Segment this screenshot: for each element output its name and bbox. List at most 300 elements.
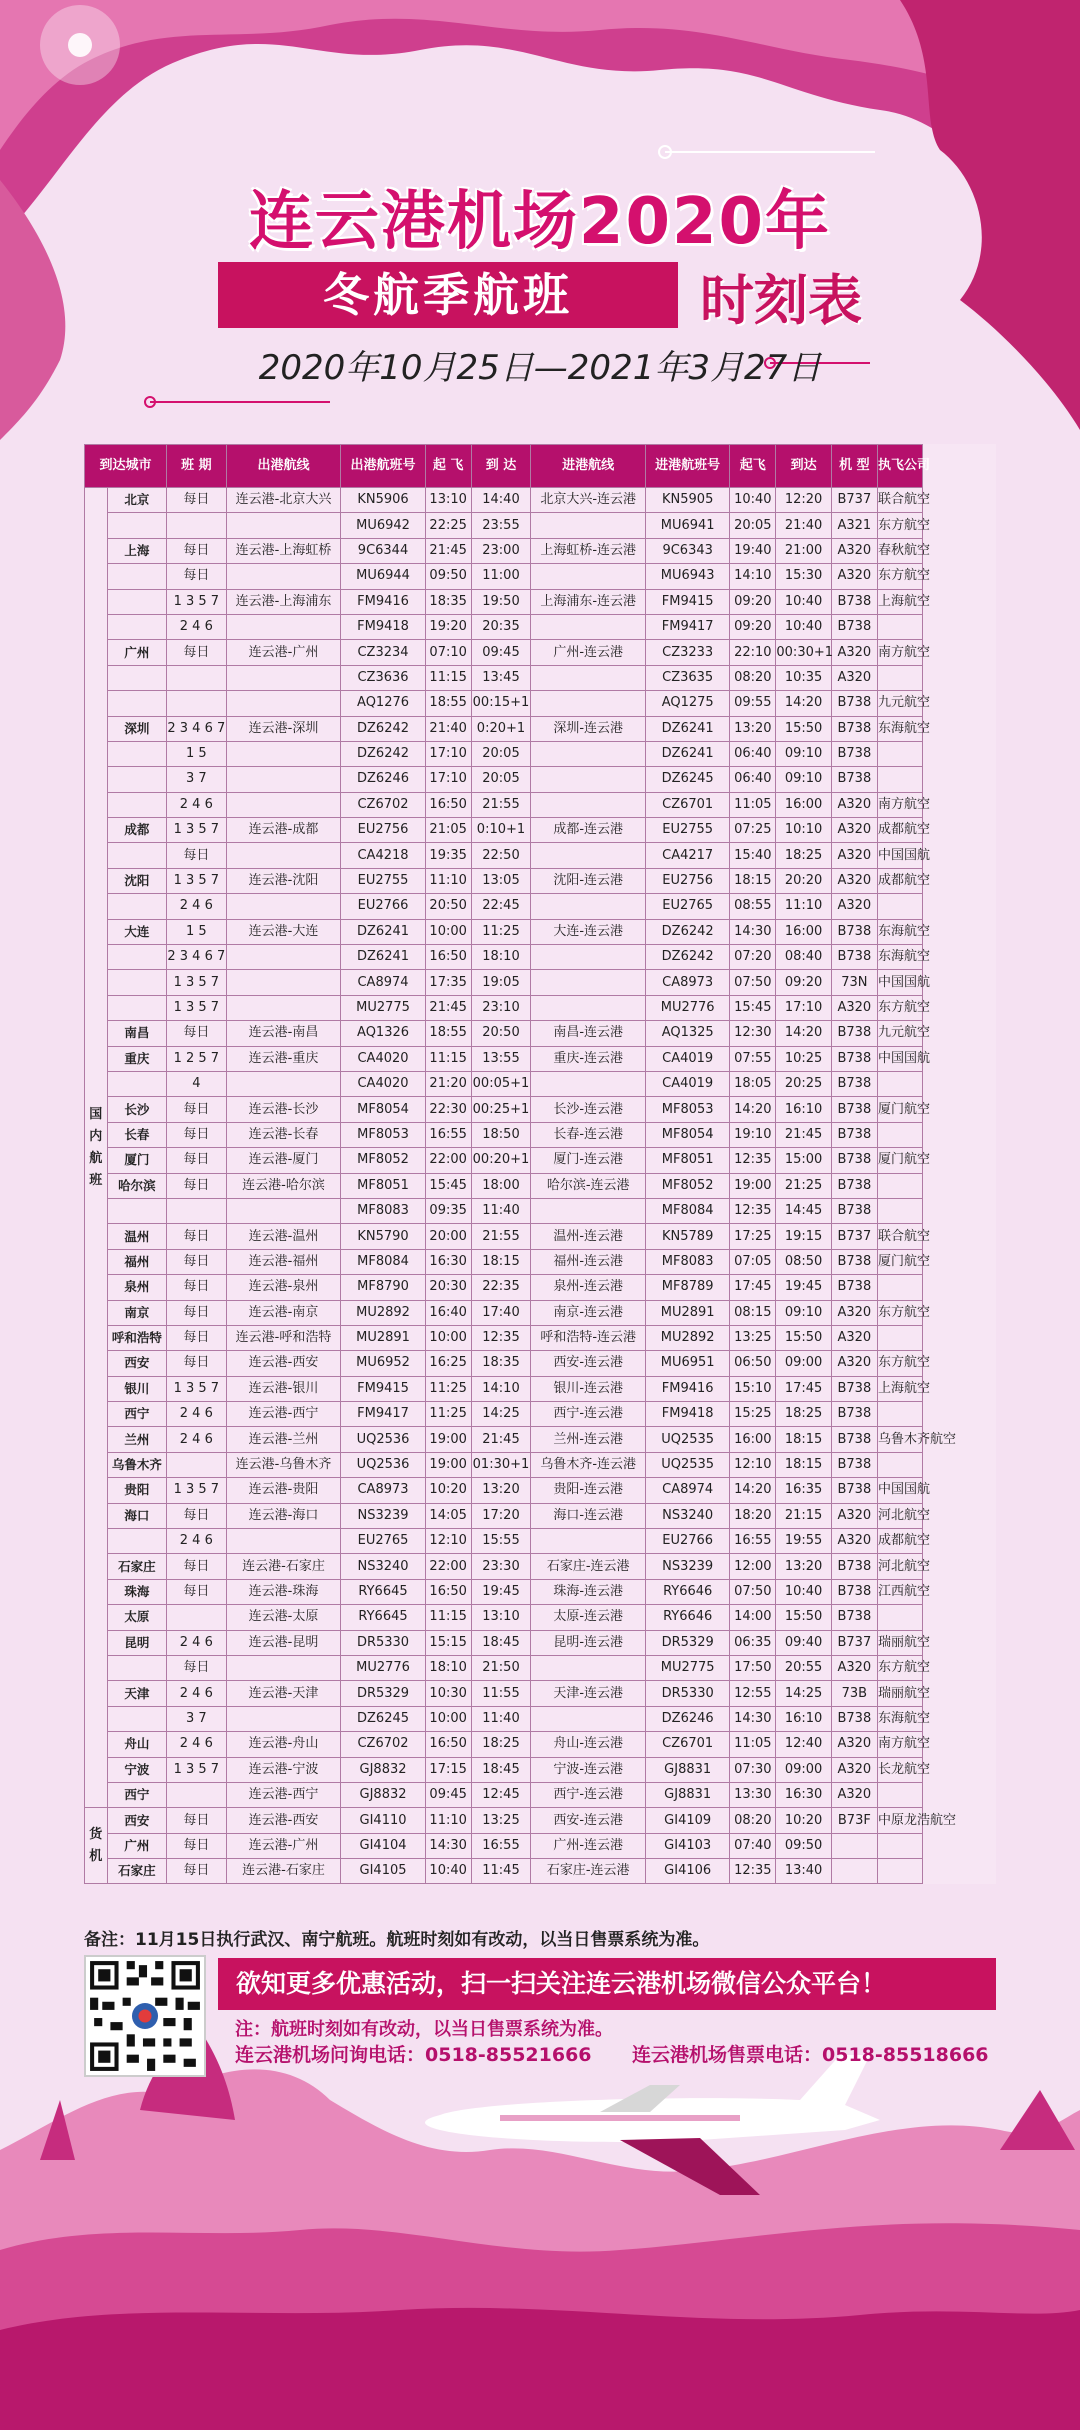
out-dep-cell: 17:15 (425, 1757, 471, 1782)
aircraft-cell: A320 (831, 843, 877, 868)
in-dep-cell: 07:50 (730, 970, 776, 995)
in-route-cell: 海口-连云港 (531, 1503, 646, 1528)
out-dep-cell: 15:45 (425, 1173, 471, 1198)
out-route-cell: 连云港-广州 (226, 640, 341, 665)
flight-row (85, 919, 996, 944)
out-dep-cell: 21:40 (425, 716, 471, 741)
out-dep-cell: 18:10 (425, 1655, 471, 1680)
days-cell: 2 4 6 (167, 894, 227, 919)
in-dep-cell: 06:40 (730, 741, 776, 766)
in-arr-cell: 13:40 (776, 1859, 831, 1884)
aircraft-cell: A320 (831, 894, 877, 919)
out-arr-cell: 11:00 (471, 564, 531, 589)
days-cell: 1 3 5 7 (167, 589, 227, 614)
city-cell: 长沙 (107, 1097, 167, 1122)
in-flight-cell: FM9418 (646, 1402, 730, 1427)
flight-row (85, 589, 996, 614)
out-dep-cell: 16:25 (425, 1351, 471, 1376)
column-header: 到达城市 (85, 445, 167, 488)
in-arr-cell: 21:15 (776, 1503, 831, 1528)
out-flight-cell: GI4104 (341, 1833, 425, 1858)
out-dep-cell: 11:15 (425, 665, 471, 690)
in-arr-cell: 15:00 (776, 1148, 831, 1173)
aircraft-cell: B738 (831, 1605, 877, 1630)
days-cell: 每日 (167, 843, 227, 868)
out-flight-cell: CZ6702 (341, 792, 425, 817)
days-cell (167, 513, 227, 538)
airline-cell: 中原龙浩航空 (877, 1808, 922, 1833)
out-dep-cell: 09:45 (425, 1782, 471, 1807)
in-dep-cell: 11:05 (730, 1732, 776, 1757)
in-flight-cell: GI4109 (646, 1808, 730, 1833)
out-dep-cell: 10:20 (425, 1478, 471, 1503)
airline-cell (877, 767, 922, 792)
in-arr-cell: 10:40 (776, 1579, 831, 1604)
out-route-cell (226, 1706, 341, 1731)
in-arr-cell: 19:55 (776, 1529, 831, 1554)
column-header: 起 飞 (425, 445, 471, 488)
aircraft-cell: A320 (831, 1782, 877, 1807)
in-dep-cell: 07:20 (730, 945, 776, 970)
out-flight-cell: MU2892 (341, 1300, 425, 1325)
in-dep-cell: 16:55 (730, 1529, 776, 1554)
out-flight-cell: MF8051 (341, 1173, 425, 1198)
in-dep-cell: 09:20 (730, 589, 776, 614)
airline-cell (877, 1173, 922, 1198)
out-route-cell (226, 1655, 341, 1680)
subtitle-banner: 冬航季航班 (218, 262, 678, 328)
in-dep-cell: 19:00 (730, 1173, 776, 1198)
out-arr-cell: 18:35 (471, 1351, 531, 1376)
airline-cell: 东海航空 (877, 1706, 922, 1731)
out-arr-cell: 11:40 (471, 1706, 531, 1731)
in-flight-cell: NS3239 (646, 1554, 730, 1579)
airline-cell (877, 1275, 922, 1300)
in-dep-cell: 22:10 (730, 640, 776, 665)
city-cell: 沈阳 (107, 868, 167, 893)
aircraft-cell: B738 (831, 1452, 877, 1477)
flight-row (85, 1148, 996, 1173)
aircraft-cell: A320 (831, 1503, 877, 1528)
in-dep-cell: 08:20 (730, 665, 776, 690)
in-arr-cell: 16:10 (776, 1097, 831, 1122)
in-route-cell: 贵阳-连云港 (531, 1478, 646, 1503)
days-cell: 1 3 5 7 (167, 1478, 227, 1503)
in-dep-cell: 08:55 (730, 894, 776, 919)
out-flight-cell: MU6952 (341, 1351, 425, 1376)
aircraft-cell: B738 (831, 1021, 877, 1046)
in-arr-cell: 09:40 (776, 1630, 831, 1655)
in-arr-cell: 21:25 (776, 1173, 831, 1198)
out-flight-cell: NS3239 (341, 1503, 425, 1528)
out-flight-cell: FM9417 (341, 1402, 425, 1427)
schedule-disclaimer: 注：航班时刻如有改动，以当日售票系统为准。 (235, 2019, 613, 2040)
city-cell (107, 741, 167, 766)
flight-row (85, 868, 996, 893)
out-dep-cell: 16:50 (425, 1732, 471, 1757)
in-arr-cell: 13:20 (776, 1554, 831, 1579)
out-flight-cell: DZ6242 (341, 716, 425, 741)
out-dep-cell: 13:10 (425, 488, 471, 513)
aircraft-cell: B738 (831, 1376, 877, 1401)
out-dep-cell: 12:10 (425, 1529, 471, 1554)
out-flight-cell: CA8974 (341, 970, 425, 995)
in-dep-cell: 07:55 (730, 1046, 776, 1071)
flight-row (85, 538, 996, 563)
days-cell: 每日 (167, 1554, 227, 1579)
days-cell: 每日 (167, 1122, 227, 1147)
flight-row (85, 1427, 996, 1452)
out-flight-cell: CZ6702 (341, 1732, 425, 1757)
out-flight-cell: KN5906 (341, 488, 425, 513)
airline-cell (877, 1452, 922, 1477)
flight-row (85, 1706, 996, 1731)
airline-cell (877, 614, 922, 639)
flight-row (85, 691, 996, 716)
in-flight-cell: 9C6343 (646, 538, 730, 563)
in-arr-cell: 14:20 (776, 1021, 831, 1046)
in-route-cell: 深圳-连云港 (531, 716, 646, 741)
out-flight-cell: KN5790 (341, 1224, 425, 1249)
out-route-cell: 连云港-呼和浩特 (226, 1325, 341, 1350)
in-route-cell: 泉州-连云港 (531, 1275, 646, 1300)
out-arr-cell: 21:55 (471, 1224, 531, 1249)
column-header: 机 型 (831, 445, 877, 488)
airline-cell: 中国国航 (877, 843, 922, 868)
column-header: 到 达 (471, 445, 531, 488)
flight-row (85, 1605, 996, 1630)
in-dep-cell: 14:30 (730, 1706, 776, 1731)
in-dep-cell: 07:05 (730, 1249, 776, 1274)
out-arr-cell: 22:50 (471, 843, 531, 868)
out-route-cell (226, 691, 341, 716)
in-flight-cell: DZ6245 (646, 767, 730, 792)
airline-cell: 成都航空 (877, 1529, 922, 1554)
out-arr-cell: 11:55 (471, 1681, 531, 1706)
out-route-cell: 连云港-西宁 (226, 1402, 341, 1427)
out-flight-cell: CZ3234 (341, 640, 425, 665)
out-arr-cell: 0:20+1 (471, 716, 531, 741)
in-flight-cell: GJ8831 (646, 1757, 730, 1782)
in-flight-cell: GI4103 (646, 1833, 730, 1858)
city-cell (107, 894, 167, 919)
out-arr-cell: 18:45 (471, 1757, 531, 1782)
in-route-cell: 乌鲁木齐-连云港 (531, 1452, 646, 1477)
in-route-cell: 西宁-连云港 (531, 1782, 646, 1807)
out-flight-cell: DZ6246 (341, 767, 425, 792)
airline-cell (877, 741, 922, 766)
out-arr-cell: 18:45 (471, 1630, 531, 1655)
aircraft-cell: A320 (831, 538, 877, 563)
in-route-cell (531, 1071, 646, 1096)
aircraft-cell: A320 (831, 665, 877, 690)
days-cell: 1 3 5 7 (167, 970, 227, 995)
out-dep-cell: 16:50 (425, 1579, 471, 1604)
flight-row (85, 1021, 996, 1046)
days-cell: 每日 (167, 1148, 227, 1173)
in-arr-cell: 14:25 (776, 1681, 831, 1706)
airline-cell: 成都航空 (877, 818, 922, 843)
in-arr-cell: 21:45 (776, 1122, 831, 1147)
city-cell: 石家庄 (107, 1859, 167, 1884)
airline-cell: 河北航空 (877, 1554, 922, 1579)
airline-cell: 河北航空 (877, 1503, 922, 1528)
promo-banner: 欲知更多优惠活动，扫一扫关注连云港机场微信公众平台！ (218, 1958, 996, 2010)
out-arr-cell: 18:10 (471, 945, 531, 970)
in-route-cell (531, 513, 646, 538)
out-route-cell: 连云港-海口 (226, 1503, 341, 1528)
airline-cell: 长龙航空 (877, 1757, 922, 1782)
in-arr-cell: 14:45 (776, 1198, 831, 1223)
city-cell: 泉州 (107, 1275, 167, 1300)
city-cell: 天津 (107, 1681, 167, 1706)
in-dep-cell: 15:10 (730, 1376, 776, 1401)
in-dep-cell: 17:50 (730, 1655, 776, 1680)
out-flight-cell: DZ6241 (341, 945, 425, 970)
city-cell: 哈尔滨 (107, 1173, 167, 1198)
in-dep-cell: 14:00 (730, 1605, 776, 1630)
days-cell: 每日 (167, 1325, 227, 1350)
in-dep-cell: 13:20 (730, 716, 776, 741)
airline-cell: 春秋航空 (877, 538, 922, 563)
city-cell (107, 1529, 167, 1554)
days-cell: 1 3 5 7 (167, 1757, 227, 1782)
in-flight-cell: DZ6246 (646, 1706, 730, 1731)
days-cell: 每日 (167, 1351, 227, 1376)
in-route-cell (531, 1706, 646, 1731)
in-route-cell (531, 1198, 646, 1223)
in-route-cell: 上海虹桥-连云港 (531, 538, 646, 563)
in-route-cell (531, 792, 646, 817)
flight-row (85, 792, 996, 817)
in-flight-cell: CA4019 (646, 1046, 730, 1071)
in-dep-cell: 09:20 (730, 614, 776, 639)
days-cell (167, 665, 227, 690)
in-flight-cell: MU6941 (646, 513, 730, 538)
flight-row (85, 1173, 996, 1198)
in-dep-cell: 17:25 (730, 1224, 776, 1249)
airline-cell: 南方航空 (877, 1732, 922, 1757)
aircraft-cell: B738 (831, 1071, 877, 1096)
in-dep-cell: 08:15 (730, 1300, 776, 1325)
city-cell (107, 589, 167, 614)
aircraft-cell: B738 (831, 945, 877, 970)
city-cell: 大连 (107, 919, 167, 944)
city-cell (107, 1198, 167, 1223)
in-flight-cell: KN5905 (646, 488, 730, 513)
out-route-cell: 连云港-泉州 (226, 1275, 341, 1300)
flight-row (85, 1376, 996, 1401)
out-dep-cell: 09:50 (425, 564, 471, 589)
days-cell: 4 (167, 1071, 227, 1096)
out-dep-cell: 17:10 (425, 741, 471, 766)
flight-row (85, 767, 996, 792)
aircraft-cell: B737 (831, 1630, 877, 1655)
out-dep-cell: 15:15 (425, 1630, 471, 1655)
airline-cell: 东海航空 (877, 919, 922, 944)
city-cell (107, 1071, 167, 1096)
out-arr-cell: 23:30 (471, 1554, 531, 1579)
in-route-cell (531, 843, 646, 868)
column-header: 起飞 (730, 445, 776, 488)
out-route-cell (226, 564, 341, 589)
in-dep-cell: 18:20 (730, 1503, 776, 1528)
out-dep-cell: 10:40 (425, 1859, 471, 1884)
out-route-cell: 连云港-福州 (226, 1249, 341, 1274)
out-arr-cell: 14:10 (471, 1376, 531, 1401)
out-arr-cell: 20:05 (471, 767, 531, 792)
out-flight-cell: MU6944 (341, 564, 425, 589)
out-flight-cell: MF8790 (341, 1275, 425, 1300)
in-dep-cell: 15:25 (730, 1402, 776, 1427)
days-cell: 3 7 (167, 1706, 227, 1731)
flight-row (85, 665, 996, 690)
out-arr-cell: 13:05 (471, 868, 531, 893)
days-cell: 每日 (167, 1833, 227, 1858)
flight-row (85, 843, 996, 868)
in-dep-cell: 16:00 (730, 1427, 776, 1452)
flight-row (85, 894, 996, 919)
out-flight-cell: MU6942 (341, 513, 425, 538)
qr-code-icon[interactable] (84, 1955, 206, 2077)
in-dep-cell: 12:35 (730, 1198, 776, 1223)
city-cell: 南京 (107, 1300, 167, 1325)
in-arr-cell: 10:40 (776, 614, 831, 639)
in-arr-cell: 09:10 (776, 741, 831, 766)
in-dep-cell: 14:20 (730, 1478, 776, 1503)
days-cell: 2 3 4 6 7 (167, 716, 227, 741)
in-route-cell (531, 1529, 646, 1554)
in-dep-cell: 07:25 (730, 818, 776, 843)
in-dep-cell: 06:35 (730, 1630, 776, 1655)
out-flight-cell: EU2755 (341, 868, 425, 893)
in-flight-cell: MU6943 (646, 564, 730, 589)
airline-cell: 江西航空 (877, 1579, 922, 1604)
out-route-cell: 连云港-贵阳 (226, 1478, 341, 1503)
out-route-cell: 连云港-南昌 (226, 1021, 341, 1046)
date-range: 2020年10月25日—2021年3月27日 (258, 348, 822, 388)
in-flight-cell: AQ1325 (646, 1021, 730, 1046)
out-arr-cell: 09:45 (471, 640, 531, 665)
aircraft-cell: B738 (831, 1402, 877, 1427)
out-arr-cell: 00:25+1 (471, 1097, 531, 1122)
in-route-cell: 大连-连云港 (531, 919, 646, 944)
out-arr-cell: 11:25 (471, 919, 531, 944)
city-cell: 长春 (107, 1122, 167, 1147)
out-flight-cell: MU2775 (341, 995, 425, 1020)
in-route-cell: 上海浦东-连云港 (531, 589, 646, 614)
aircraft-cell: A320 (831, 1351, 877, 1376)
city-cell: 深圳 (107, 716, 167, 741)
city-cell: 兰州 (107, 1427, 167, 1452)
city-cell (107, 564, 167, 589)
aircraft-cell: B738 (831, 1579, 877, 1604)
city-cell: 南昌 (107, 1021, 167, 1046)
out-arr-cell: 13:25 (471, 1808, 531, 1833)
out-arr-cell: 23:10 (471, 995, 531, 1020)
out-flight-cell: RY6645 (341, 1579, 425, 1604)
in-dep-cell: 14:20 (730, 1097, 776, 1122)
in-route-cell (531, 614, 646, 639)
in-arr-cell: 19:45 (776, 1275, 831, 1300)
in-route-cell (531, 894, 646, 919)
days-cell: 每日 (167, 1655, 227, 1680)
out-dep-cell: 11:10 (425, 868, 471, 893)
days-cell: 每日 (167, 1275, 227, 1300)
days-cell (167, 1198, 227, 1223)
out-route-cell (226, 970, 341, 995)
in-flight-cell: EU2766 (646, 1529, 730, 1554)
in-flight-cell: KN5789 (646, 1224, 730, 1249)
in-flight-cell: FM9415 (646, 589, 730, 614)
city-cell (107, 513, 167, 538)
out-route-cell: 连云港-银川 (226, 1376, 341, 1401)
aircraft-cell: B738 (831, 691, 877, 716)
aircraft-cell (831, 1833, 877, 1858)
in-route-cell: 成都-连云港 (531, 818, 646, 843)
in-arr-cell: 20:20 (776, 868, 831, 893)
out-flight-cell: EU2756 (341, 818, 425, 843)
in-flight-cell: MF8052 (646, 1173, 730, 1198)
airline-cell: 成都航空 (877, 868, 922, 893)
city-cell: 广州 (107, 640, 167, 665)
flight-row (85, 1122, 996, 1147)
days-cell (167, 1605, 227, 1630)
airline-cell: 厦门航空 (877, 1249, 922, 1274)
in-arr-cell: 16:35 (776, 1478, 831, 1503)
in-arr-cell: 19:15 (776, 1224, 831, 1249)
aircraft-cell: B737 (831, 1224, 877, 1249)
out-route-cell: 连云港-北京大兴 (226, 488, 341, 513)
days-cell: 1 5 (167, 741, 227, 766)
flight-row (85, 995, 996, 1020)
in-arr-cell: 18:25 (776, 1402, 831, 1427)
in-route-cell: 温州-连云港 (531, 1224, 646, 1249)
in-flight-cell: MU2891 (646, 1300, 730, 1325)
out-arr-cell: 00:20+1 (471, 1148, 531, 1173)
out-route-cell (226, 665, 341, 690)
out-dep-cell: 18:35 (425, 589, 471, 614)
in-flight-cell: UQ2535 (646, 1452, 730, 1477)
flight-row (85, 1554, 996, 1579)
flight-row (85, 1655, 996, 1680)
in-route-cell: 石家庄-连云港 (531, 1554, 646, 1579)
city-cell: 福州 (107, 1249, 167, 1274)
out-route-cell: 连云港-石家庄 (226, 1859, 341, 1884)
city-cell: 成都 (107, 818, 167, 843)
in-route-cell: 宁波-连云港 (531, 1757, 646, 1782)
out-flight-cell: UQ2536 (341, 1452, 425, 1477)
in-route-cell: 哈尔滨-连云港 (531, 1173, 646, 1198)
out-dep-cell: 10:00 (425, 919, 471, 944)
out-route-cell: 连云港-沈阳 (226, 868, 341, 893)
in-dep-cell: 10:40 (730, 488, 776, 513)
flight-row (85, 1097, 996, 1122)
airline-cell: 中国国航 (877, 970, 922, 995)
out-route-cell: 连云港-乌鲁木齐 (226, 1452, 341, 1477)
in-arr-cell: 17:45 (776, 1376, 831, 1401)
in-arr-cell: 16:00 (776, 792, 831, 817)
in-arr-cell: 20:55 (776, 1655, 831, 1680)
out-route-cell: 连云港-西安 (226, 1351, 341, 1376)
cargo-label: 货机 (85, 1808, 108, 1884)
days-cell: 每日 (167, 564, 227, 589)
in-dep-cell: 15:40 (730, 843, 776, 868)
days-cell: 1 3 5 7 (167, 868, 227, 893)
out-dep-cell: 14:05 (425, 1503, 471, 1528)
flight-row (85, 1681, 996, 1706)
days-cell: 1 2 5 7 (167, 1046, 227, 1071)
